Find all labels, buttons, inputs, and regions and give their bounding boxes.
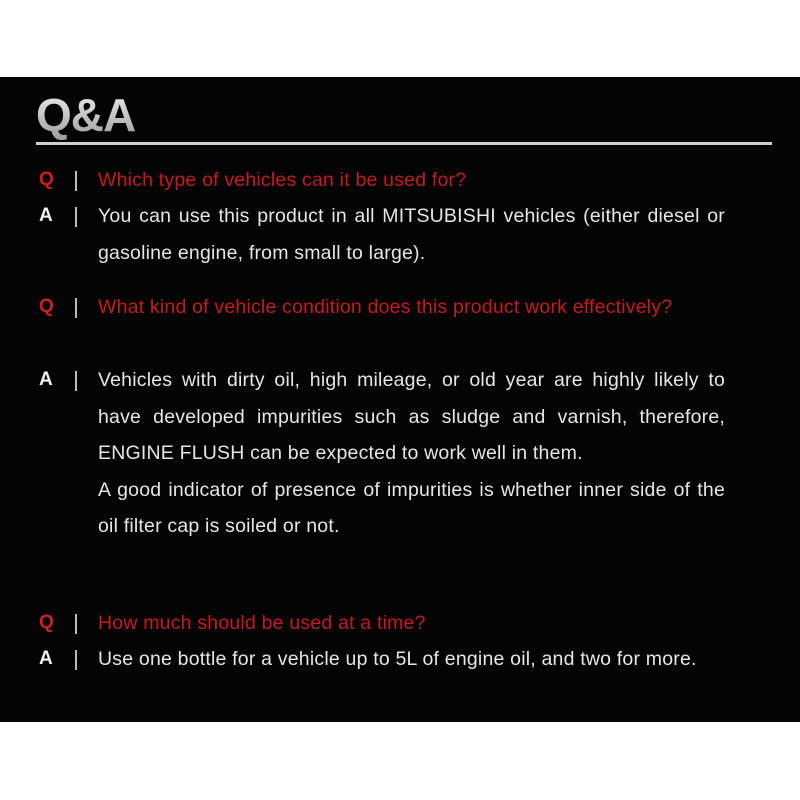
answer-marker: A [39, 369, 53, 390]
answer-text: Use one bottle for a vehicle up to 5L of engine oil, and two for more. [98, 648, 697, 670]
divider-bar [75, 171, 77, 191]
answer-paragraph: Vehicles with dirty oil, high mileage, or old year are highly likely to have developed impurities such as sludge and varnish, therefore, ENGINE FLUSH can be expected to work well in them. [98, 369, 725, 464]
divider-bar [75, 298, 77, 318]
divider-bar [75, 650, 77, 670]
qa-panel [0, 77, 800, 722]
question-marker: Q [39, 169, 54, 190]
answer-marker: A [39, 205, 53, 226]
divider-bar [75, 614, 77, 634]
question-marker: Q [39, 612, 54, 633]
question-text: Which type of vehicles can it be used for? [98, 169, 467, 191]
question-marker: Q [39, 296, 54, 317]
divider-bar [75, 371, 77, 391]
question-text: How much should be used at a time? [98, 612, 426, 634]
answer-paragraph: A good indicator of presence of impurities is whether inner side of the oil filter cap is soiled or not. [98, 478, 725, 537]
answer-marker: A [39, 648, 53, 669]
divider-bar [75, 207, 77, 227]
question-text: What kind of vehicle condition does this product work effectively? [98, 296, 673, 318]
answer-text: You can use this product in all MITSUBISHI vehicles (either diesel or gasoline engine, from small to large). [98, 205, 725, 264]
answer-text [98, 362, 725, 545]
title-divider [36, 142, 772, 145]
page-title: Q&A [36, 89, 136, 141]
